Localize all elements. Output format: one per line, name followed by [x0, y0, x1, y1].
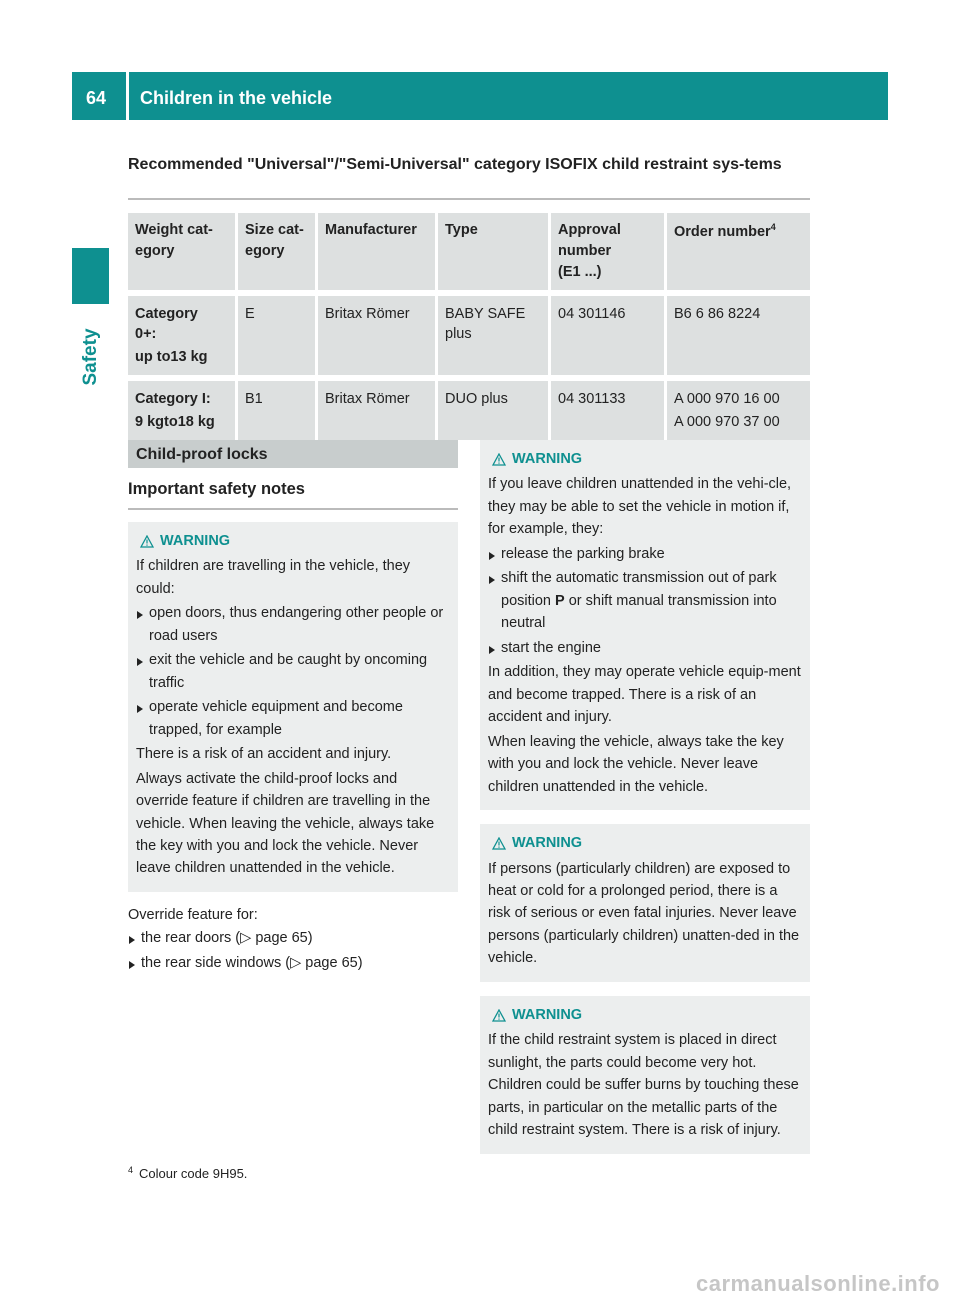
cell-weight: Category 0+: up to13 kg — [128, 296, 238, 376]
side-tab — [72, 312, 109, 402]
side-tab-marker — [72, 248, 109, 304]
footnote-text: Colour code 9H95. — [139, 1166, 248, 1181]
page-ref-link[interactable]: page 65) — [251, 930, 313, 947]
side-tab-label: Safety — [79, 328, 101, 386]
header-order-number: Order number$^4$ — [667, 213, 810, 290]
warning-box — [480, 996, 810, 1154]
table-title: Recommended "Universal"/"Semi-Universal" category ISOFIX child restraint sys-tems — [128, 156, 782, 173]
override-intro: Override feature for: — [128, 906, 258, 923]
footnote — [128, 1165, 247, 1184]
warning-heading — [492, 832, 802, 854]
cell-order: B6 6 86 8224 — [667, 296, 810, 376]
page-ref-arrow-icon: ▷ — [290, 955, 302, 972]
warning-label: WARNING — [512, 1006, 583, 1023]
subsection-divider — [128, 508, 458, 510]
section-title: Child-proof locks — [128, 440, 458, 468]
page-header — [72, 72, 888, 120]
isofix-table — [128, 207, 810, 446]
chapter-title: Children in the vehicle — [140, 88, 333, 108]
list-item: the rear doors (▷ page 65) — [128, 927, 458, 950]
gear-position-p: P — [555, 592, 565, 609]
cell-weight: Category I: 9 kgto18 kg — [128, 381, 238, 440]
warning-label: WARNING — [160, 532, 231, 549]
warning-heading — [140, 530, 450, 552]
page-ref-link[interactable]: page 65) — [301, 955, 363, 972]
watermark: carmanualsonline.info — [696, 1271, 940, 1296]
header-divider — [126, 72, 129, 120]
warning-paragraph: If the child restraint system is placed in direct sunlight, the parts could become very hot. Children could be suffer burns by touching these parts, in particular on the metallic parts of the child restraint system. There is a risk of injury. — [488, 1032, 799, 1139]
footnote-marker: 4 — [770, 222, 776, 233]
warning-paragraph: When leaving the vehicle, always take the key with you and lock the vehicle. Never leave children unattended in the vehicle. — [488, 733, 784, 795]
left-column — [128, 440, 458, 978]
list-item: the rear side windows (▷ page 65) — [128, 952, 458, 975]
cell-order: A 000 970 16 00 A 000 970 37 00 — [667, 381, 810, 440]
warning-paragraph: In addition, they may operate vehicle equip-ment and become trapped. There is a risk of an accident and injury. — [488, 664, 801, 726]
right-column — [480, 440, 810, 1154]
cell-type: BABY SAFE plus — [438, 296, 551, 376]
page-number: 64 — [86, 88, 107, 108]
warning-heading — [492, 448, 802, 470]
title-divider — [128, 198, 810, 200]
cell-approval: 04 301146 — [551, 296, 667, 376]
table-row — [128, 296, 810, 376]
list-item: exit the vehicle and be caught by oncoming traffic — [136, 649, 450, 694]
warning-box — [128, 522, 458, 892]
warning-paragraph: Always activate the child-proof locks and override feature if children are travelling in the vehicle. When leaving the vehicle, always take the key with you and lock the vehicle. Never leave children unattended in the vehicle. — [136, 770, 435, 877]
header-weight-category: Weight cat- egory — [128, 213, 238, 290]
warning-triangle-icon — [492, 837, 506, 850]
warning-triangle-icon — [492, 1009, 506, 1022]
warning-intro: If children are travelling in the vehicle, they could: — [136, 558, 411, 597]
list-item: open doors, thus endangering other people or road users — [136, 602, 450, 647]
header-manufacturer: Manufacturer — [318, 213, 438, 290]
warning-triangle-icon — [140, 535, 154, 548]
warning-heading — [492, 1004, 802, 1026]
table-header-row — [128, 213, 810, 290]
warning-box — [480, 440, 810, 810]
cell-manufacturer: Britax Römer — [318, 296, 438, 376]
cell-manufacturer: Britax Römer — [318, 381, 438, 440]
header-size-category: Size cat- egory — [238, 213, 318, 290]
cell-size: E — [238, 296, 318, 376]
warning-box — [480, 824, 810, 982]
warning-label: WARNING — [512, 451, 583, 467]
warning-paragraph: If persons (particularly children) are exposed to heat or cold for a prolonged period, there is a risk of serious or even fatal injuries. Never leave persons (particularly children) unatten-ded in the vehicle. — [488, 860, 800, 967]
warning-paragraph: There is a risk of an accident and injury. — [136, 746, 392, 763]
subsection-title: Important safety notes — [128, 480, 305, 498]
table-row — [128, 381, 810, 440]
warning-triangle-icon — [492, 453, 506, 466]
page-ref-arrow-icon: ▷ — [240, 930, 252, 947]
cell-approval: 04 301133 — [551, 381, 667, 440]
list-item: release the parking brake — [488, 543, 802, 565]
footnote-number: 4 — [128, 1164, 134, 1175]
warning-label: WARNING — [512, 835, 583, 852]
list-item: start the engine — [488, 637, 802, 659]
cell-type: DUO plus — [438, 381, 551, 440]
list-item: operate vehicle equipment and become trapped, for example — [136, 696, 450, 741]
header-type: Type — [438, 213, 551, 290]
list-item: shift the automatic transmission out of park position P or shift manual transmission into neutral — [488, 567, 802, 634]
cell-size: B1 — [238, 381, 318, 440]
header-approval-number: Approval number (E1 ...) — [551, 213, 667, 290]
warning-intro: If you leave children unattended in the vehi-cle, they may be able to set the vehicle in motion if, for example, they: — [488, 476, 792, 538]
